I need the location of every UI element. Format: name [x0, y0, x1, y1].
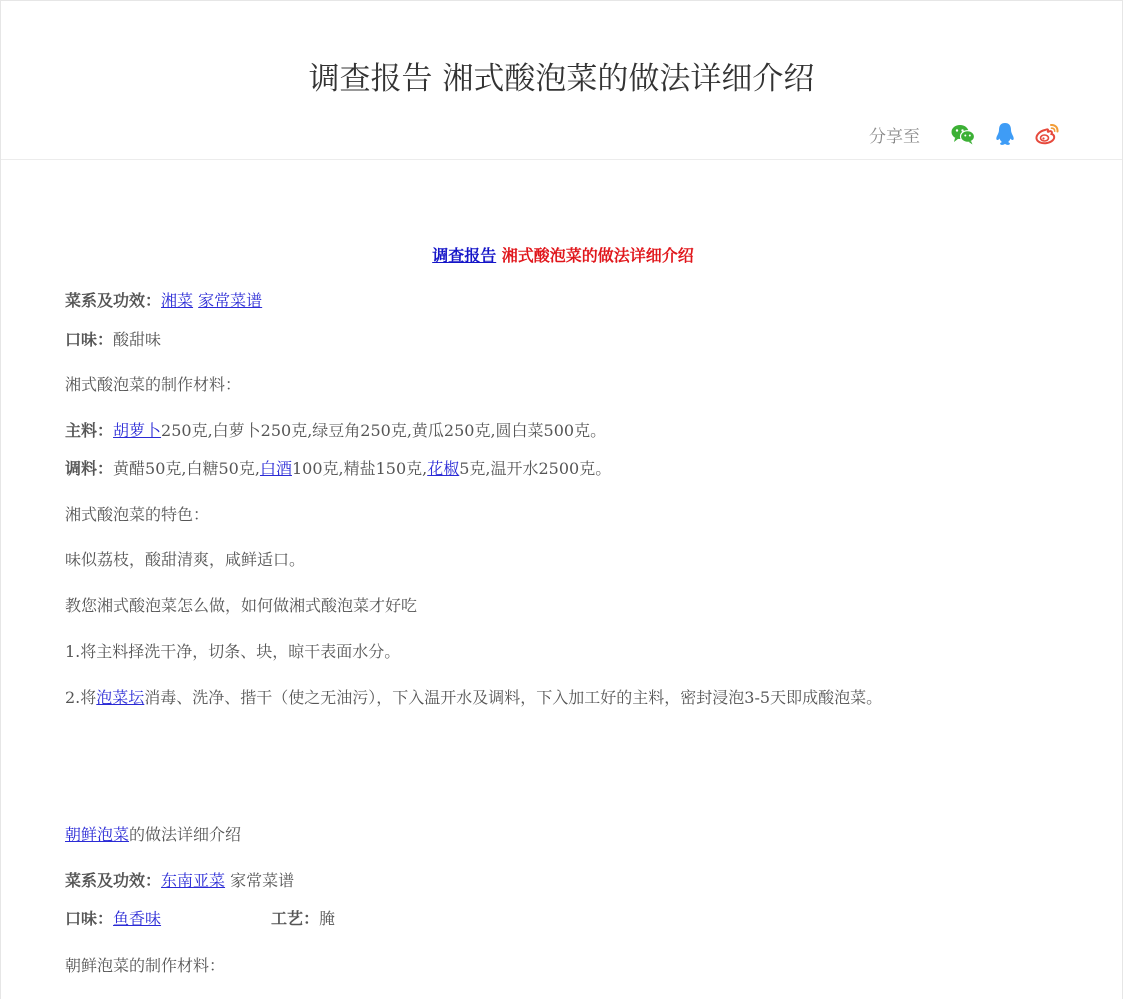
- wechat-icon[interactable]: [950, 121, 976, 147]
- qq-icon[interactable]: [992, 121, 1018, 147]
- article2-title: 朝鲜泡菜的做法详细介绍: [65, 825, 242, 844]
- taste-label: 口味: [65, 330, 98, 349]
- article2-taste-label: 口味: [65, 909, 98, 928]
- taste-line: 口味：酸甜味: [65, 330, 162, 349]
- seasoning-label: 调料: [65, 459, 98, 478]
- page-header: [1, 1, 1122, 160]
- cuisine-link-xiang[interactable]: 湘菜: [161, 291, 194, 310]
- main-ingredients: 250克,白萝卜250克,绿豆角250克,黄瓜250克,圆白菜500克。: [161, 421, 607, 440]
- korean-kimchi-link[interactable]: 朝鲜泡菜: [65, 825, 130, 844]
- article2-craft-value: 腌: [319, 909, 336, 928]
- pickle-jar-link[interactable]: 泡菜坛: [96, 688, 145, 707]
- article2-taste-line: 口味：鱼香味 工艺：腌: [65, 909, 336, 928]
- feature-text: 味似荔枝，酸甜清爽，咸鲜适口。: [65, 550, 306, 569]
- main-label: 主料: [65, 421, 98, 440]
- baijiu-link[interactable]: 白酒: [259, 459, 292, 478]
- feature-heading: 湘式酸泡菜的特色：: [65, 505, 210, 524]
- article2-cuisine-rest: 家常菜谱: [230, 871, 295, 890]
- step-2: 2.将泡菜坛消毒、洗净、揩干（使之无油污），下入温开水及调料，下入加工好的主料，密封浸泡3-5天即成酸泡菜。: [65, 688, 883, 707]
- materials-heading: 湘式酸泡菜的制作材料：: [65, 375, 242, 394]
- article2-craft-label: 工艺: [271, 909, 304, 928]
- carrot-link[interactable]: 胡萝卜: [113, 421, 162, 440]
- seasoning-line: 调料：黄醋50克,白糖50克,白酒100克,精盐150克,花椒5克,温开水2500克。: [65, 459, 612, 478]
- southeast-asian-link[interactable]: 东南亚菜: [161, 871, 226, 890]
- cuisine-line: 菜系及功效：湘菜 家常菜谱: [65, 291, 263, 310]
- cuisine-label: 菜系及功效: [65, 291, 146, 310]
- weibo-icon[interactable]: [1034, 121, 1060, 147]
- howto-heading: 教您湘式酸泡菜怎么做，如何做湘式酸泡菜才好吃: [65, 596, 418, 615]
- article-heading: [65, 246, 1061, 266]
- taste-value: 酸甜味: [113, 330, 162, 349]
- page-title: 调查报告 湘式酸泡菜的做法详细介绍: [308, 61, 815, 97]
- share-bar: [869, 121, 1060, 147]
- heading-link[interactable]: 调查报告: [432, 246, 497, 265]
- main-ingredients-line: 主料：胡萝卜250克,白萝卜250克,绿豆角250克,黄瓜250克,圆白菜500克。: [65, 421, 607, 440]
- article2-materials-heading: 朝鲜泡菜的制作材料：: [65, 956, 226, 975]
- yuxiang-link[interactable]: 鱼香味: [113, 909, 162, 928]
- article2-cuisine-label: 菜系及功效: [65, 871, 146, 890]
- article2-cuisine-line: 菜系及功效：东南亚菜 家常菜谱: [65, 871, 295, 890]
- share-label: 分享至: [869, 126, 920, 147]
- heading-title: 湘式酸泡菜的做法详细介绍: [501, 246, 694, 265]
- step-1: 1.将主料择洗干净，切条、块，晾干表面水分。: [65, 642, 401, 661]
- cuisine-link-home[interactable]: 家常菜谱: [198, 291, 263, 310]
- sichuan-pepper-link[interactable]: 花椒: [427, 459, 460, 478]
